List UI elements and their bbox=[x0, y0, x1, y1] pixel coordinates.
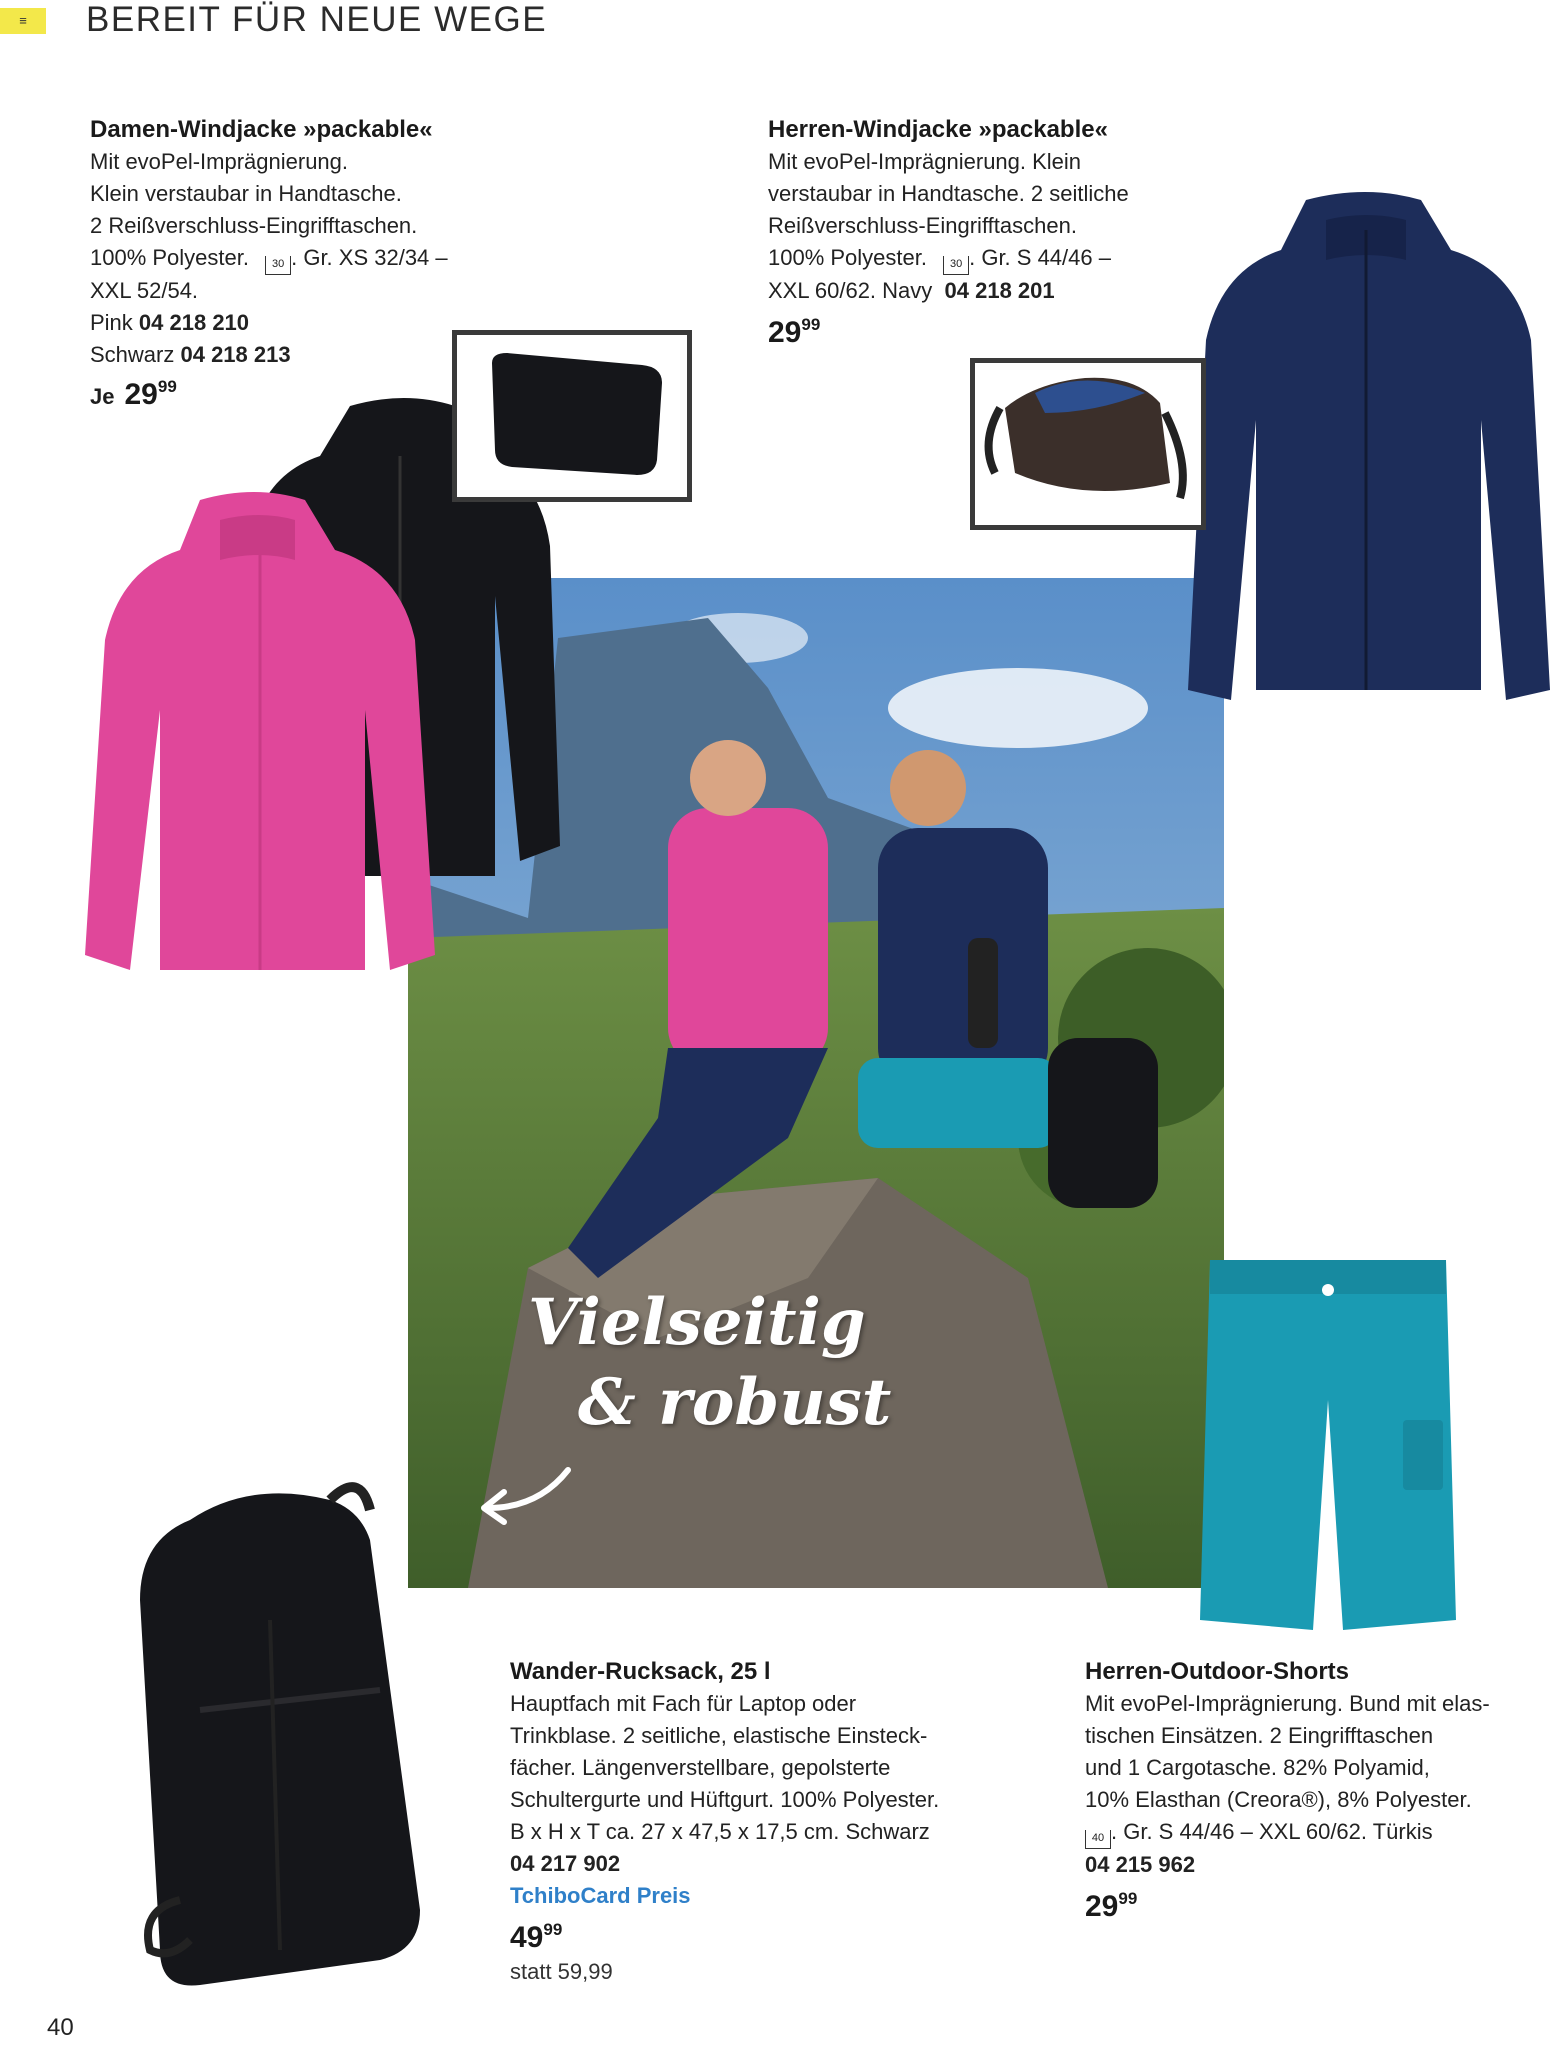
damen-jacke-schwarz: Schwarz 04 218 213 bbox=[90, 342, 291, 367]
shorts-line5: 40 . Gr. S 44/46 – XXL 60/62. Türkis bbox=[1085, 1816, 1545, 1849]
damen-jacke-info bbox=[90, 114, 510, 412]
shorts-price: $29^{99}$ bbox=[1085, 1889, 1138, 1923]
man-figure bbox=[878, 828, 1048, 1088]
rucksack-line5: B x H x T ca. 27 x 47,5 x 17,5 cm. Schwarz bbox=[510, 1819, 930, 1844]
damen-jacke-price: Je $29^{99}$ bbox=[90, 377, 177, 411]
packed-pouch-image bbox=[457, 335, 687, 497]
wash-30-icon: 30 bbox=[943, 256, 969, 275]
article-number: 04 218 213 bbox=[180, 342, 291, 367]
herren-jacke-price: $29^{99}$ bbox=[768, 315, 821, 349]
rucksack-article: 04 217 902 bbox=[510, 1851, 621, 1876]
page-number: 40 bbox=[47, 2014, 74, 2041]
damen-jacke-line1: Mit evoPel-Imprägnierung. bbox=[90, 149, 349, 174]
pink-jacket-image bbox=[80, 490, 440, 980]
shorts-info bbox=[1085, 1656, 1545, 1924]
shorts-article: 04 215 962 bbox=[1085, 1852, 1196, 1877]
shorts-line3: und 1 Cargotasche. 82% Polyamid, bbox=[1085, 1755, 1430, 1780]
herren-jacke-line5: XXL 60/62. Navy 04 218 201 bbox=[768, 278, 1055, 303]
curved-arrow-icon bbox=[468, 1458, 578, 1528]
rucksack-title: Wander-Rucksack, 25 l bbox=[510, 1658, 771, 1685]
teal-shorts-image bbox=[1198, 1260, 1458, 1630]
rucksack-line4: Schultergurte und Hüftgurt. 100% Polyester. bbox=[510, 1787, 940, 1812]
shorts-line4: 10% Elasthan (Creora®), 8% Polyester. bbox=[1085, 1787, 1472, 1812]
herren-jacke-line3: Reißverschluss-Eingrifftaschen. bbox=[768, 213, 1077, 238]
damen-jacke-sizes: . Gr. XS 32/34 – bbox=[291, 245, 448, 270]
damen-pouch-box bbox=[452, 330, 692, 502]
wash-30-icon: 30 bbox=[265, 256, 291, 275]
rucksack-line2: Trinkblase. 2 seitliche, elastische Einsteck- bbox=[510, 1723, 928, 1748]
herren-jacke-line4: 100% Polyester. 30 . Gr. S 44/46 – bbox=[768, 242, 1208, 275]
rucksack-info bbox=[510, 1656, 1030, 1985]
damen-jacke-pink: Pink 04 218 210 bbox=[90, 310, 250, 335]
article-number: 04 218 201 bbox=[944, 278, 1055, 303]
herren-pouch-box bbox=[970, 358, 1206, 530]
rucksack-line3: fächer. Längenverstellbare, gepolsterte bbox=[510, 1755, 891, 1780]
rucksack-old-price: statt 59,99 bbox=[510, 1959, 613, 1984]
damen-jacke-title: Damen-Windjacke »packable« bbox=[90, 116, 433, 143]
navy-jacket-image bbox=[1186, 190, 1550, 710]
shorts-line2: tischen Einsätzen. 2 Eingrifftaschen bbox=[1085, 1723, 1434, 1748]
section-title: BEREIT FÜR NEUE WEGE bbox=[86, 0, 548, 39]
shorts-line1: Mit evoPel-Imprägnierung. Bund mit elas- bbox=[1085, 1691, 1490, 1716]
slogan-line1: Vielseitig bbox=[528, 1285, 866, 1360]
damen-jacke-line4 bbox=[90, 242, 510, 275]
woman-figure bbox=[668, 808, 828, 1068]
article-number: 04 218 210 bbox=[138, 310, 250, 335]
herren-jacke-line1: Mit evoPel-Imprägnierung. Klein bbox=[768, 149, 1082, 174]
damen-jacke-line5: XXL 52/54. bbox=[90, 278, 199, 303]
herren-jacke-line2: verstaubar in Handtasche. 2 seitliche bbox=[768, 181, 1129, 206]
slogan-line2: & robust bbox=[578, 1365, 892, 1440]
backpack-image bbox=[120, 1480, 460, 1990]
damen-jacke-line2: Klein verstaubar in Handtasche. bbox=[90, 181, 402, 206]
tchibocard-price-label: TchiboCard Preis bbox=[510, 1883, 691, 1908]
damen-jacke-line3: 2 Reißverschluss-Eingrifftaschen. bbox=[90, 213, 418, 238]
rucksack-line1: Hauptfach mit Fach für Laptop oder bbox=[510, 1691, 857, 1716]
open-pouch-image bbox=[975, 363, 1201, 525]
herren-jacke-info bbox=[768, 114, 1208, 350]
wash-40-icon: 40 bbox=[1085, 1830, 1111, 1849]
menu-icon[interactable]: ≡ bbox=[0, 8, 46, 34]
rucksack-price: $49^{99}$ bbox=[510, 1920, 563, 1954]
damen-jacke-material: 100% Polyester. bbox=[90, 245, 249, 270]
shorts-title: Herren-Outdoor-Shorts bbox=[1085, 1658, 1349, 1685]
herren-jacke-title: Herren-Windjacke »packable« bbox=[768, 116, 1108, 143]
